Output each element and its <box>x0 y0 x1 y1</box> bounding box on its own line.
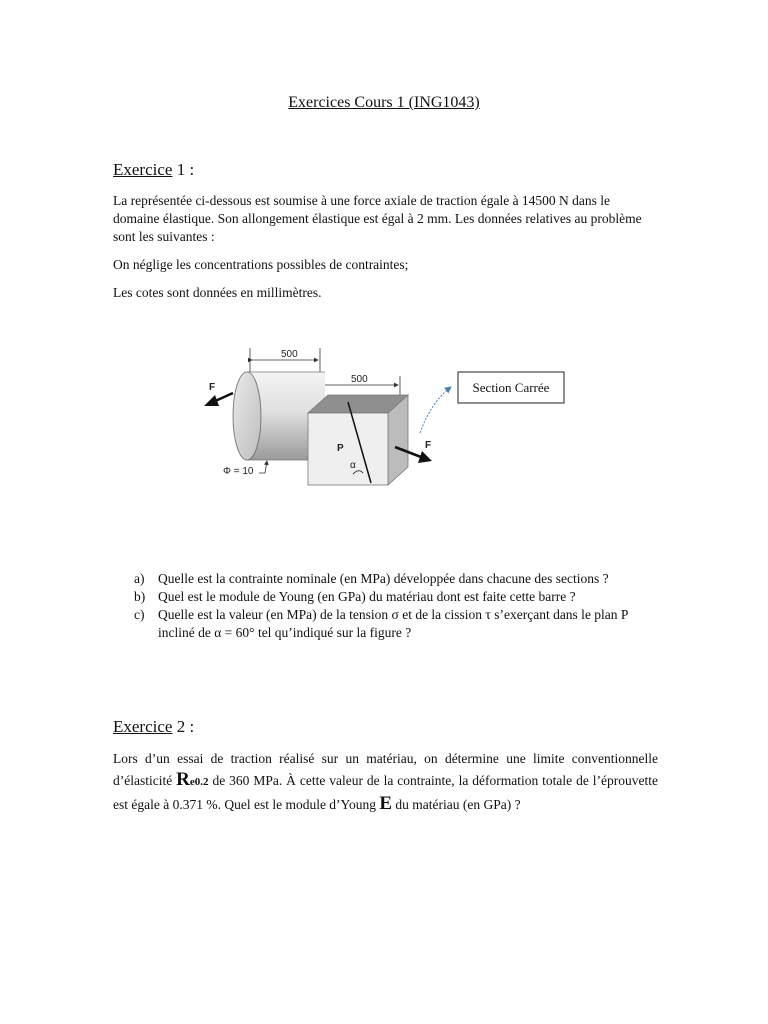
question-marker: a) <box>134 571 145 586</box>
page-title: Exercices Cours 1 (ING1043) <box>288 94 480 111</box>
exercise-2-text-part-2: de 360 MPa. À cette valeur de la contrainte, la déformation totale de l’éprouvette est égale à 0.371 %. Quel est le module d’Young <box>113 773 658 812</box>
question-marker: c) <box>134 607 145 622</box>
exercise-2-text-part-3: du matériau (en GPa) ? <box>392 797 521 812</box>
force-label-right: F <box>425 440 432 451</box>
question-item <box>134 588 654 606</box>
dimension-label-1: 500 <box>281 349 298 360</box>
question-text: Quel est le module de Young (en GPa) du matériau dont est faite cette barre ? <box>158 589 576 604</box>
diameter-leader <box>259 461 267 473</box>
angle-label: α <box>350 460 356 471</box>
square-section <box>308 395 408 485</box>
yield-strength-subscript: e0.2 <box>189 776 209 788</box>
young-modulus-symbol: E <box>379 793 393 814</box>
bar-figure <box>195 340 575 490</box>
exercise-2-heading-number: 2 : <box>172 717 195 736</box>
plane-label: P <box>337 443 344 454</box>
question-text: Quelle est la contrainte nominale (en MPa) développée dans chacune des sections ? <box>158 571 609 586</box>
exercise-1-heading <box>113 160 194 180</box>
question-item <box>134 606 654 642</box>
exercise-2-heading <box>113 717 194 737</box>
yield-strength-symbol: R <box>176 769 190 790</box>
exercise-1-intro: La représentée ci-dessous est soumise à une force axiale de traction égale à 14500 N dans le domaine élastique. Son allongement élastique est égal à 2 mm. Les données relatives au problème sont les suivantes : <box>113 193 642 244</box>
force-label-left: F <box>209 382 216 393</box>
exercise-1-note-units: Les cotes sont données en millimètres. <box>113 285 322 300</box>
dimension-label-2: 500 <box>351 374 368 385</box>
force-arrow-left <box>204 393 233 406</box>
section-label-text: Section Carrée <box>472 380 550 395</box>
exercise-1-heading-number: 1 : <box>172 160 195 179</box>
exercise-2-heading-word: Exercice <box>113 717 173 736</box>
exercise-2-text <box>113 748 658 815</box>
question-item <box>134 570 654 588</box>
exercise-2-text-part-1: Lors d’un essai de traction réalisé sur un matériau, on détermine une limite conventionnelle d’élasticité <box>113 751 658 788</box>
exercise-1-note-concentrations: On néglige les concentrations possibles de contraintes; <box>113 257 409 272</box>
section-pointer-arrow <box>420 387 451 433</box>
question-text: Quelle est la valeur (en MPa) de la tension σ et de la cission τ s’exerçant dans le plan P incliné de α = 60° tel qu’indiqué sur la figure ? <box>158 607 628 640</box>
question-marker: b) <box>134 589 146 604</box>
exercise-1-heading-word: Exercice <box>113 160 173 179</box>
diameter-label: Φ = 10 <box>223 466 254 477</box>
exercise-1-questions <box>134 570 654 642</box>
